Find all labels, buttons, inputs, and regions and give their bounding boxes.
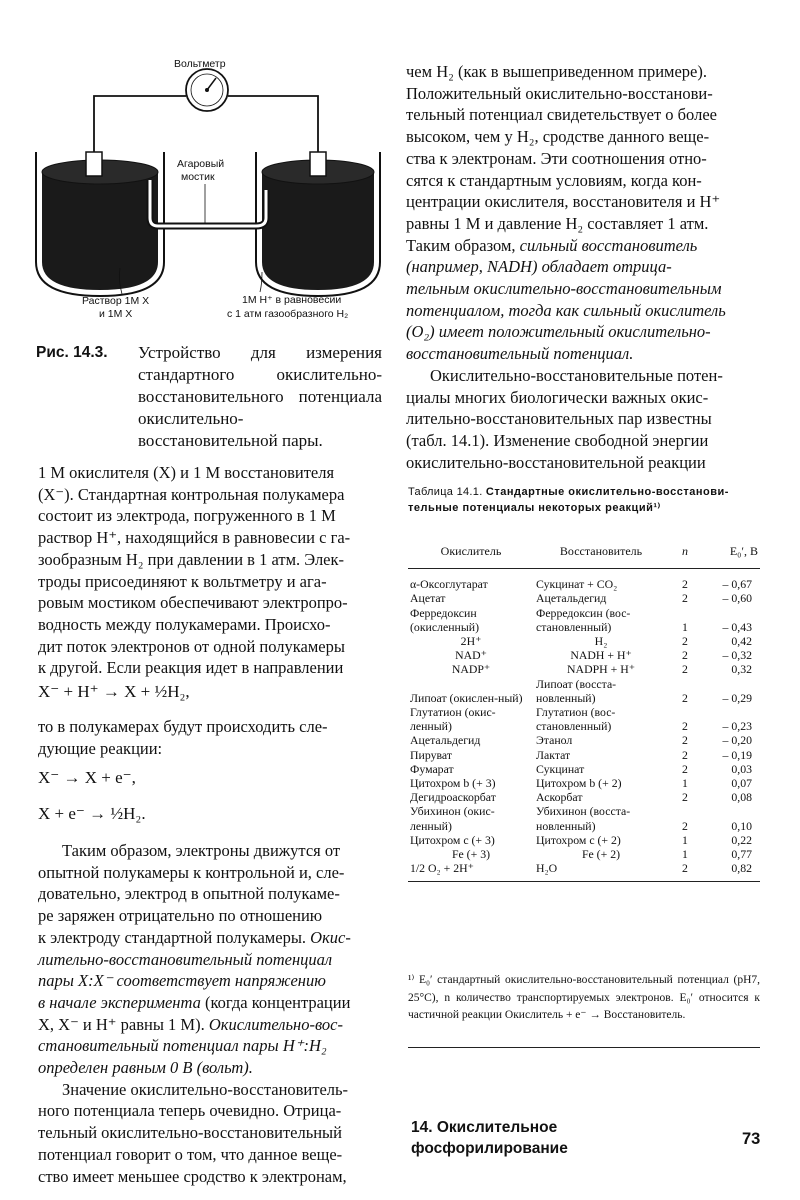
table-row bbox=[408, 861, 760, 882]
text-line: пары X:X⁻ соответствует напряжению bbox=[38, 971, 326, 991]
text-line: состоит из электрода, погруженного в 1 М bbox=[38, 506, 336, 526]
text-line: ре заряжен отрицательно по отношению bbox=[38, 906, 323, 926]
table-row bbox=[408, 648, 760, 662]
text-line: сятся к стандартным условиям, когда кон- bbox=[406, 170, 702, 190]
cell-reductant: Цитохром b (+ 2) bbox=[536, 776, 622, 791]
cell-oxidant: Фумарат bbox=[410, 761, 454, 776]
text-line: потенциалом, тогда как сильный окислитель bbox=[406, 300, 726, 320]
text-line: Таким образом, электроны движутся от bbox=[62, 841, 341, 860]
cell-n: 2 bbox=[682, 790, 688, 805]
bridge-label-2: мостик bbox=[181, 171, 215, 183]
text-line: лительно-восстановительный потенциал bbox=[38, 949, 333, 969]
right-solution-label-1: 1М H⁺ в равновесии bbox=[242, 294, 342, 306]
cell-oxidant: NAD⁺ bbox=[455, 648, 487, 663]
cell-e0: 0,42 bbox=[731, 634, 752, 649]
text-line: тельным окислительно-восстановительным bbox=[406, 279, 722, 299]
table-row bbox=[408, 606, 760, 634]
cell-e0: 0,03 bbox=[731, 761, 752, 776]
figure-caption bbox=[36, 342, 382, 452]
text-line: Таким образом, сильный восстановитель bbox=[406, 235, 698, 255]
text-line: потенциал говорит о том, что данное веще- bbox=[38, 1144, 343, 1164]
cell-oxidant: Ацетат bbox=[410, 591, 446, 606]
text-line: (например, NADH) обладает отрица- bbox=[406, 257, 672, 277]
cell-reductant: NADH + H⁺ bbox=[570, 648, 632, 663]
text-line: довательно, электрод в опытной полукаме- bbox=[38, 884, 340, 904]
cell-n: 1 bbox=[682, 619, 688, 634]
text-line: к электроду стандартной полукамеры. Окис- bbox=[38, 927, 351, 947]
cell-n: 2 bbox=[682, 733, 688, 748]
cell-n: 2 bbox=[682, 747, 688, 762]
cell-oxidant: Цитохром c (+ 3) bbox=[410, 832, 495, 847]
text-line: окислительно-восстановительной реакции bbox=[406, 452, 706, 472]
table-title: Таблица 14.1. Стандартные окислительно-восстанови-тельные потенциалы некоторых реакций¹⁾ bbox=[408, 486, 729, 514]
cell-oxidant: Глутатион (окис-ленный) bbox=[410, 705, 496, 734]
right-wire bbox=[228, 96, 318, 154]
text-line: дующие реакции: bbox=[38, 738, 163, 758]
table-row bbox=[408, 677, 760, 705]
cell-oxidant: Пируват bbox=[410, 747, 452, 762]
cell-e0: 0,22 bbox=[731, 832, 752, 847]
left-column-body-mid bbox=[38, 716, 378, 759]
cell-reductant: H₂O bbox=[534, 861, 668, 882]
agar-bridge bbox=[150, 180, 266, 226]
text-line: зообразным H₂ при давлении в 1 атм. Элек- bbox=[38, 549, 345, 569]
table-row bbox=[408, 591, 760, 605]
text-line: ного потенциала теперь очевидно. Отрица- bbox=[38, 1101, 342, 1121]
cell-e0: – 0,23 bbox=[722, 719, 752, 734]
footnote-rule bbox=[408, 1047, 760, 1048]
cell-e0: – 0,60 bbox=[722, 591, 752, 606]
cell-n: 2 bbox=[682, 719, 688, 734]
text-line: Окислительно-восстановительные потен- bbox=[430, 365, 723, 385]
cell-n: 2 bbox=[682, 591, 688, 606]
cell-n: 2 bbox=[668, 861, 702, 882]
cell-e0: 0,07 bbox=[731, 776, 752, 791]
cell-n: 1 bbox=[682, 776, 688, 791]
text-line: высоком, чем у H₂, сродстве данного веще- bbox=[406, 127, 710, 147]
table-row bbox=[408, 776, 760, 790]
table-footnote: ¹⁾ E₀′ стандартный окислительно-восстановительный потенциал (pH7, 25°С), n количество транспортируемых электронов. E₀′ относится к частичной реакции Окислитель + e⁻ → Восстановитель. bbox=[408, 974, 760, 1021]
cell-reductant: Убихинон (восста-новленный) bbox=[536, 804, 631, 833]
left-solution-label-2: и 1М X bbox=[99, 308, 133, 320]
chapter-title: 14. Окислительное фосфорилирование bbox=[411, 1119, 568, 1157]
table-row bbox=[408, 634, 760, 648]
cell-reductant: Ацетальдегид bbox=[536, 591, 607, 606]
header-reductant: Восстановитель bbox=[534, 538, 668, 569]
text-line: X, X⁻ и H⁺ равны 1 М). Окислительно-вос- bbox=[38, 1014, 343, 1034]
cell-e0: 0,77 bbox=[731, 847, 752, 862]
cell-oxidant: Ацетальдегид bbox=[410, 733, 481, 748]
cell-n: 1 bbox=[682, 847, 688, 862]
cell-e0: 0,08 bbox=[731, 790, 752, 805]
right-solution-label-2: с 1 атм газообразного H₂ bbox=[227, 308, 349, 320]
cell-n: 2 bbox=[682, 690, 688, 705]
text-line: тельный окислительно-восстановительный bbox=[38, 1123, 342, 1143]
cell-n: 2 bbox=[682, 818, 688, 833]
text-line: определен равным 0 В (вольт). bbox=[38, 1058, 253, 1078]
table-row bbox=[408, 804, 760, 832]
left-solution-label-1: Раствор 1М X bbox=[82, 295, 150, 307]
text-line: в начале эксперимента (когда концентрации bbox=[38, 992, 351, 1012]
cell-n: 2 bbox=[682, 662, 688, 677]
table-row bbox=[408, 733, 760, 747]
text-line: то в полукамерах будут происходить сле- bbox=[38, 717, 328, 736]
text-line: восстановительный потенциал. bbox=[406, 344, 634, 364]
table-row bbox=[408, 790, 760, 804]
cell-oxidant: Убихинон (окис-ленный) bbox=[410, 804, 495, 833]
cell-oxidant: Цитохром b (+ 3) bbox=[410, 776, 496, 791]
text-line: Положительный окислительно-восстанови- bbox=[406, 83, 713, 103]
cell-e0: – 0,20 bbox=[722, 733, 752, 748]
cell-oxidant: α-Оксоглутарат bbox=[410, 577, 488, 592]
table-row bbox=[408, 833, 760, 847]
cell-oxidant: Дегидроаскорбат bbox=[410, 790, 496, 805]
voltmeter-icon bbox=[186, 69, 228, 111]
cell-reductant: Fe (+ 2) bbox=[581, 847, 621, 862]
cell-e0: 0,10 bbox=[731, 818, 752, 833]
text-line: равны 1 М и давление H₂ составляет 1 атм. bbox=[406, 213, 709, 233]
table-row bbox=[408, 748, 760, 762]
table-row bbox=[408, 662, 760, 676]
text-line: раствор H⁺, находящийся в равновесии с га- bbox=[38, 528, 351, 548]
text-line: водность между полукамерами. Происхо- bbox=[38, 614, 331, 634]
cell-n: 2 bbox=[682, 577, 688, 592]
table-row bbox=[408, 705, 760, 733]
figure-caption-label: Рис. 14.3. bbox=[36, 344, 108, 361]
header-e0: E₀′, В bbox=[702, 538, 760, 569]
text-line: дит поток электронов от одной полукамеры bbox=[38, 636, 345, 656]
cell-oxidant: Fe (+ 3) bbox=[451, 847, 491, 862]
figure-caption-text: Устройство для измерения стандартного окислительно-восстановительного потенциала окислительно-восстановительной пары. bbox=[138, 343, 382, 450]
cell-reductant: Сукцинат bbox=[536, 761, 585, 776]
cell-n: 2 bbox=[682, 648, 688, 663]
cell-oxidant: NADP⁺ bbox=[451, 662, 491, 677]
cell-e0: – 0,19 bbox=[722, 747, 752, 762]
equation-2: X⁻ → X + e⁻, bbox=[38, 768, 136, 787]
text-line: к другой. Если реакция идет в направлении bbox=[38, 658, 344, 678]
left-wire bbox=[94, 96, 186, 154]
equation-3: X + e⁻ → ½H₂. bbox=[38, 804, 146, 823]
page-number: 73 bbox=[742, 1130, 761, 1148]
text-line: ство имеет меньшее сродство к электронам, bbox=[38, 1166, 347, 1186]
text-line: троды присоединяют к вольтметру и ага- bbox=[38, 571, 327, 591]
header-oxidant: Окислитель bbox=[408, 538, 534, 569]
cell-reductant: Ферредоксин (вос-становленный) bbox=[536, 605, 631, 634]
cell-reductant: Глутатион (вос-становленный) bbox=[536, 705, 616, 734]
text-line: циалы многих биологически важных окис- bbox=[406, 387, 709, 407]
cell-e0: – 0,67 bbox=[722, 577, 752, 592]
cell-reductant: Лактат bbox=[536, 747, 571, 762]
cell-reductant: Этанол bbox=[536, 733, 573, 748]
text-line: опытной полукамеры к контрольной и, сле- bbox=[38, 862, 345, 882]
table-row bbox=[408, 847, 760, 861]
table-row bbox=[408, 762, 760, 776]
left-column-body-bottom bbox=[38, 840, 380, 1187]
cell-oxidant: 2H⁺ bbox=[460, 634, 482, 649]
text-line: 1 М окислителя (X) и 1 М восстановителя bbox=[38, 463, 335, 482]
cell-e0: – 0,29 bbox=[722, 690, 752, 705]
cell-n: 2 bbox=[682, 761, 688, 776]
text-line: тельный потенциал свидетельствует о более bbox=[406, 105, 717, 125]
table-header-row bbox=[408, 538, 760, 569]
text-line: ровым мостиком обеспечивают электропро- bbox=[38, 593, 348, 613]
text-line: центрации окислителя, восстановителя и H⁺ bbox=[406, 192, 721, 212]
electrochemical-cell-diagram bbox=[0, 0, 400, 330]
cell-e0: – 0,32 bbox=[722, 648, 752, 663]
text-line: (табл. 14.1). Изменение свободной энергии bbox=[406, 430, 709, 450]
cell-e0: – 0,43 bbox=[722, 619, 752, 634]
cell-oxidant: Ферредоксин (окисленный) bbox=[410, 605, 480, 634]
cell-reductant: Липоат (восста-новленный) bbox=[536, 676, 617, 705]
text-line: Значение окислительно-восстановитель- bbox=[62, 1079, 349, 1099]
voltmeter-label: Вольтметр bbox=[174, 58, 226, 70]
table-row bbox=[408, 569, 760, 592]
cell-n: 1 bbox=[682, 832, 688, 847]
text-line: лительно-восстановительных пар известны bbox=[406, 409, 712, 429]
left-beaker bbox=[36, 152, 164, 296]
equation-1: X⁻ + H⁺ → X + ½H₂, bbox=[38, 682, 190, 701]
cell-e0: 0,32 bbox=[731, 662, 752, 677]
text-line: (O₂) имеет положительный окислительно- bbox=[406, 322, 711, 342]
left-column-body-top bbox=[38, 462, 378, 679]
cell-reductant: NADPH + H⁺ bbox=[567, 662, 635, 677]
bridge-label-1: Агаровый bbox=[177, 158, 225, 170]
redox-potential-table bbox=[408, 538, 760, 882]
cell-oxidant: Липоат (окислен-ный) bbox=[410, 690, 523, 705]
text-line: ства к электронам. Эти соотношения отно- bbox=[406, 148, 707, 168]
cell-e0: 0,82 bbox=[702, 861, 760, 882]
cell-reductant: Аскорбат bbox=[536, 790, 583, 805]
cell-oxidant: 1/2 O₂ + 2H⁺ bbox=[408, 861, 534, 882]
cell-reductant: Цитохром c (+ 2) bbox=[536, 832, 621, 847]
cell-reductant: Сукцинат + CO₂ bbox=[536, 577, 618, 592]
text-line: чем H₂ (как в вышеприведенном примере). bbox=[406, 62, 707, 81]
text-line: (X⁻). Стандартная контрольная полукамера bbox=[38, 484, 345, 504]
right-beaker bbox=[256, 152, 380, 296]
header-n: n bbox=[668, 538, 702, 569]
cell-n: 2 bbox=[682, 634, 688, 649]
right-column-top bbox=[406, 61, 758, 473]
text-line: становительный потенциал пары H⁺:H₂ bbox=[38, 1036, 327, 1056]
cell-reductant: H₂ bbox=[594, 634, 608, 649]
